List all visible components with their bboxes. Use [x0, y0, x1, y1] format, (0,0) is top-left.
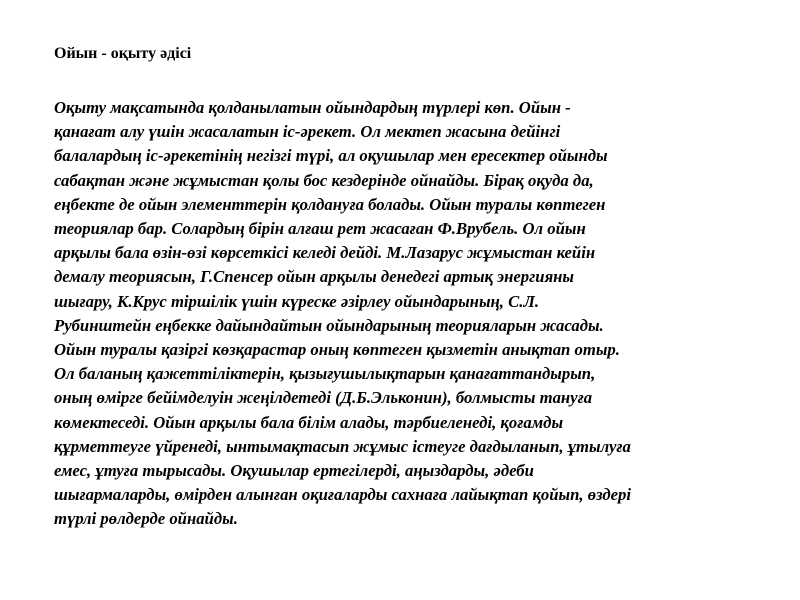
- text-line: түрлі рөлдерде ойнайды.: [54, 509, 238, 529]
- text-line: құрметтеуге үйренеді, ынтымақтасып жұмыс істеуге дағдыланып, ұтылуға: [54, 436, 631, 456]
- text-line: Ол баланың қажеттіліктерін, қызығушылықтарын қанағаттандырып,: [54, 364, 596, 384]
- text-line: демалу теориясын, Г.Спенсер ойын арқылы денедегі артық энергияны: [54, 267, 575, 287]
- text-line: Рубинштейн еңбекке дайындайтын ойындарының теорияларын жасады.: [54, 315, 604, 335]
- body-text: [54, 96, 774, 532]
- text-line: көмектеседі. Ойын арқылы бала білім алады, тәрбиеленеді, қоғамды: [54, 412, 564, 432]
- text-line: сабақтан және жұмыстан қолы бос кездерінде ойнайды. Бірақ оқуда да,: [54, 170, 594, 190]
- text-line: шығару, К.Крус тіршілік үшін күреске әзірлеу ойындарының, С.Л.: [54, 291, 540, 311]
- text-line: теориялар бар. Солардың бірін алғаш рет жасаған Ф.Врубель. Ол ойын: [54, 219, 586, 239]
- text-line: еңбекте де ойын элементтерін қолдануға болады. Ойын туралы көптеген: [54, 194, 606, 214]
- text-line: оның өмірге бейімделуін жеңілдетеді (Д.Б.Эльконин), болмысты тануға: [54, 388, 593, 408]
- text-line: шығармаларды, өмірден алынған оқиғаларды сахнаға лайықтап қойып, өздері: [54, 485, 632, 505]
- text-line: балалардың іс-әрекетінің негізгі түрі, ал оқушылар мен ересектер ойынды: [54, 146, 608, 166]
- text-line: Оқыту мақсатында қолданылатын ойындардың түрлері көп. Ойын -: [54, 98, 571, 117]
- page-title: Ойын - оқыту әдісі: [54, 45, 192, 62]
- text-line: Ойын туралы қазіргі көзқарастар оның көптеген қызметін анықтап отыр.: [54, 340, 620, 360]
- text-line: қанағат алу үшін жасалатын іс-әрекет. Ол мектеп жасына дейінгі: [54, 122, 561, 142]
- text-line: емес, ұтуға тырысады. Оқушылар ертегілерді, аңыздарды, әдеби: [54, 461, 534, 481]
- text-line: арқылы бала өзін-өзі көрсеткісі келеді дейді. М.Лазарус жұмыстан кейін: [54, 243, 596, 263]
